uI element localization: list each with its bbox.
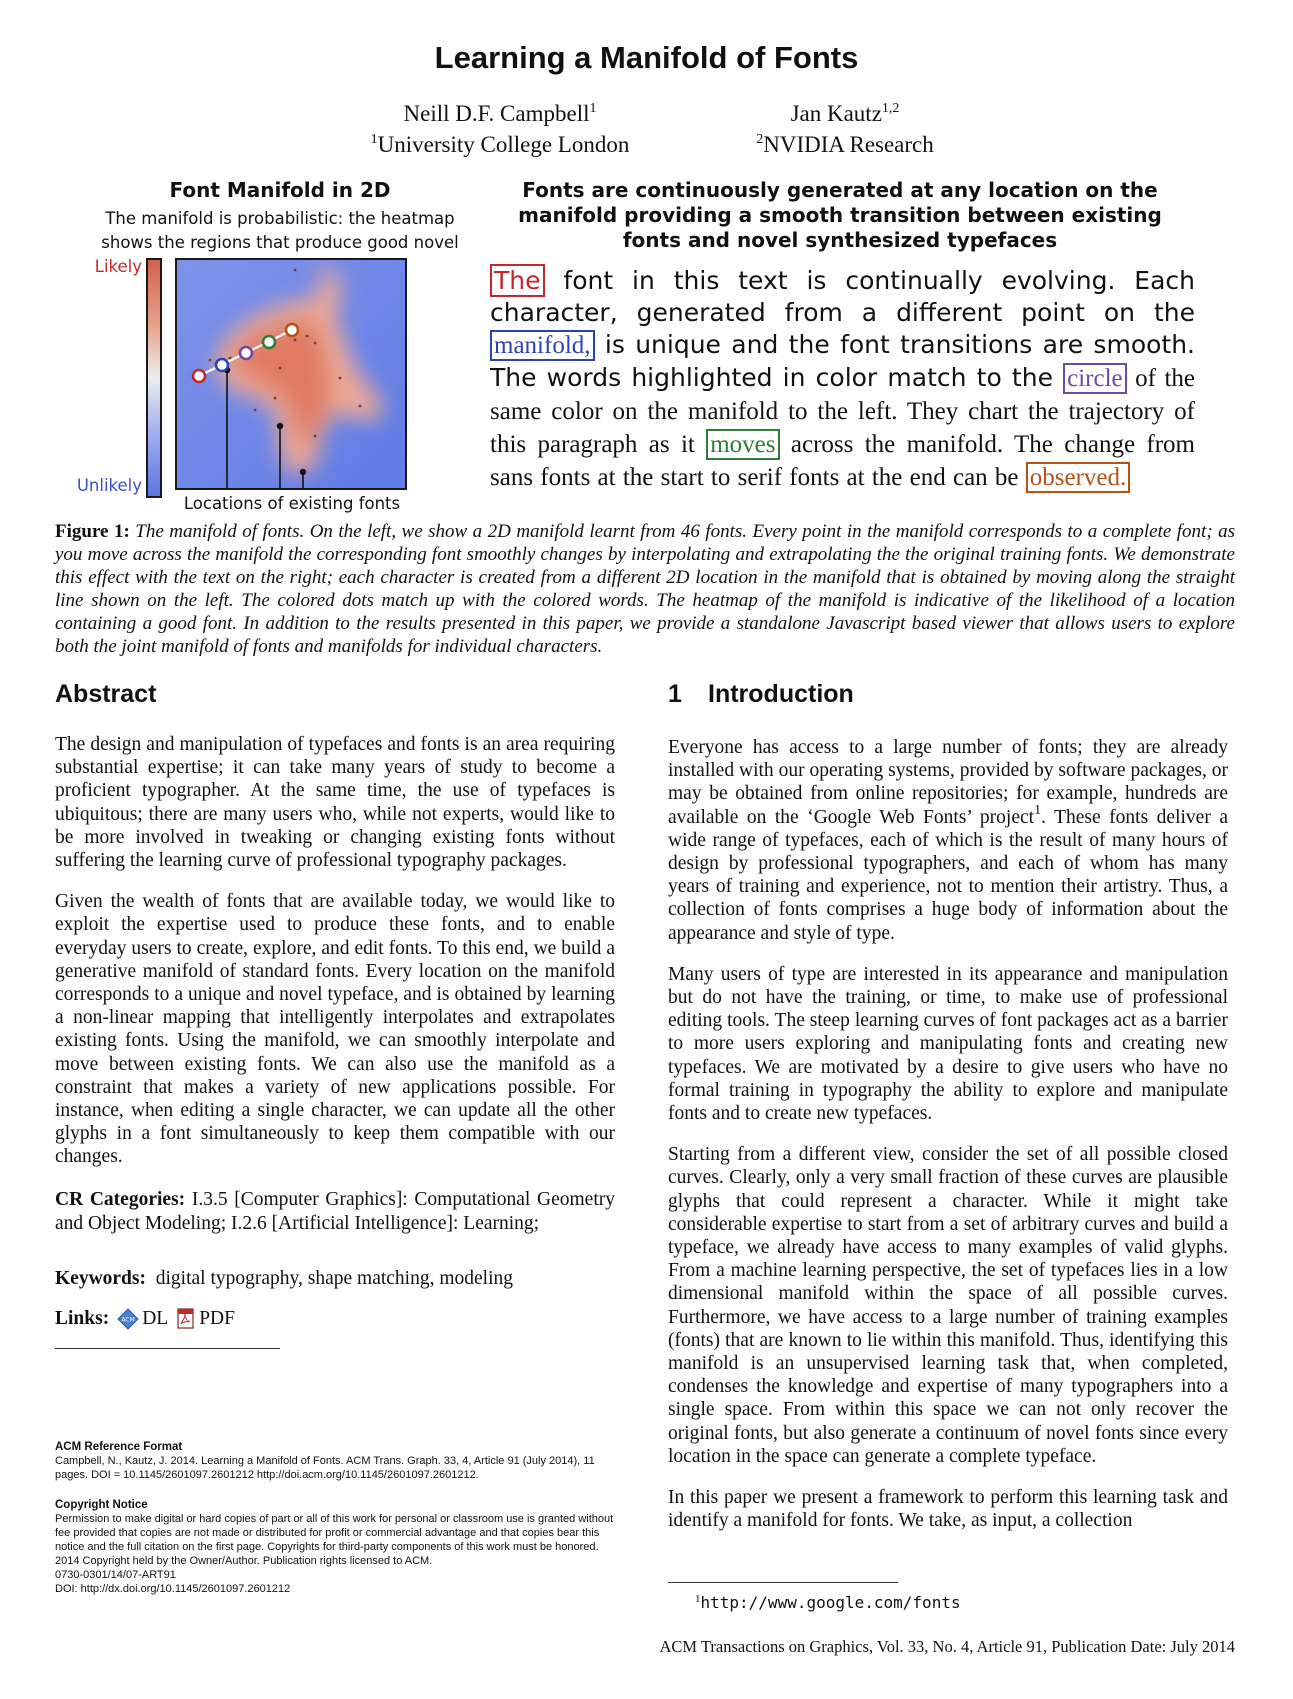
author-name: Jan Kautz — [790, 101, 882, 126]
author-block-kautz — [700, 98, 990, 160]
dl-link[interactable] — [117, 1308, 168, 1330]
left-column-rule — [55, 1348, 280, 1349]
highlight-word-red: The — [490, 264, 545, 297]
highlight-word-purple: circle — [1063, 363, 1127, 394]
cr-text: I.3.5 [Computer Graphics]: Computational Geometry and Object Modeling; I.2.6 [Artificial Intelligence]: Learning; — [55, 1189, 615, 1234]
caption-text: The manifold of fonts. On the left, we show a 2D manifold learnt from 46 fonts. Every point in the manifold corresponds to a complete font; as you move across the manifold the corresponding font smoothly changes by interpolating and extrapolating the the original training fonts. We demonstrate this effect with the text on the right; each character is created from a different 2D location in the manifold that is obtained by moving along the straight line shown on the left. The colored dots match up with the colored words. The heatmap of the manifold is indicative of the likelihood of a location containing a good font. In addition to the results presented in this paper, we provide a standalone Javascript based viewer that allows users to explore both the joint manifold of fonts and manifolds for individual characters. — [55, 521, 1236, 657]
trajectory-circle-red — [193, 370, 205, 382]
dl-link-label: DL — [142, 1308, 169, 1329]
copyright-notice — [55, 1498, 615, 1596]
abstract-body — [55, 733, 615, 1187]
intro-text: Everyone has access to a large number of fonts; they are already installed with our operating systems, provided by software packages, or may be obtained from online repositories; for example, hundreds are available on the ‘Google Web Fonts’ project — [668, 737, 1228, 828]
manifold-heatmap-svg — [175, 258, 407, 490]
links-label: Links: — [55, 1308, 110, 1329]
intro-text: . These fonts deliver a wide range of typefaces, each of which is the result of many hours of design by professional typographers, and each of whom has many years of training and experience, not to mention their artistry. Thus, a collection of fonts comprises a huge body of information about the appearance and style of type. — [668, 806, 1228, 944]
copyright-heading: Copyright Notice — [55, 1499, 148, 1511]
affiliation-sup: 1 — [370, 132, 378, 147]
evolving-font-paragraph — [490, 265, 1195, 494]
paragraph-text: of the same color on the manifold to the left. They chart the trajectory of this paragraph as it — [490, 365, 1195, 458]
acm-ref-text: Campbell, N., Kautz, J. 2014. Learning a Manifold of Fonts. ACM Trans. Graph. 33, 4, Article 91 (July 2014), 11 pages. DOI = 10.1145/2601097.2601212 http://doi.acm.org/10.1145/2601097.2601212. — [55, 1455, 595, 1481]
author-sup: 1,2 — [881, 101, 900, 116]
paragraph-text: is unique and the font transitions are smooth. The words highlighted in color match to the — [490, 330, 1195, 392]
trajectory-circle-purple — [240, 347, 252, 359]
figure-caption — [55, 520, 1235, 658]
page-footer: ACM Transactions on Graphics, Vol. 33, No. 4, Article 91, Publication Date: July 2014 — [659, 1637, 1235, 1656]
keywords-label: Keywords: — [55, 1268, 146, 1289]
font-location-dot — [359, 405, 362, 408]
introduction-body — [668, 736, 1228, 1551]
copyright-line: 0730-0301/14/07-ART91 — [55, 1569, 176, 1581]
figure-right-title: Fonts are continuously generated at any location on the manifold providing a smooth transition between existing fonts and novel synthesized typefaces — [518, 178, 1162, 252]
font-location-dot — [274, 397, 277, 400]
existing-font-dot — [301, 470, 306, 475]
footnote-rule — [668, 1582, 898, 1583]
font-location-dot — [306, 335, 309, 338]
copyright-line: DOI: http://dx.doi.org/10.1145/2601097.2601212 — [55, 1583, 291, 1595]
existing-font-dot — [278, 424, 283, 429]
font-location-dot — [314, 342, 317, 345]
section-number: 1 — [668, 680, 682, 708]
caption-label: Figure 1: — [55, 521, 130, 542]
font-location-dot — [209, 359, 212, 362]
author-name: Neill D.F. Campbell — [403, 101, 590, 126]
intro-paragraph: In this paper we present a framework to perform this learning task and identify a manifold for fonts. We take, as input, a collection — [668, 1487, 1228, 1532]
cr-label: CR Categories: — [55, 1189, 186, 1210]
abstract-paragraph: The design and manipulation of typefaces and fonts is an area requiring substantial expertise; it can take many years of study to become a proficient typographer. At the same time, the use of typefaces is ubiquitous; there are many users who, while not experts, would like to be more involved in tweaking or changing existing fonts without suffering the learning curve of professional typography packages. — [55, 734, 615, 872]
intro-paragraph: Starting from a different view, consider the set of all possible closed curves. Clearly, only a very small fraction of these curves are plausible glyphs that could represent a character. While it might take considerable expertise to start from a set of arbitrary curves and build a typeface, we already have access to many examples of valid glyphs. From a machine learning perspective, the set of typefaces lies in a low dimensional manifold within the space of all possible curves. Furthermore, we have access to a large number of training examples (fonts) that are known to lie within this manifold. Thus, identifying this manifold is an unsupervised learning task that, when completed, condenses the knowledge and expertise of many typographers into a single space. From within this space we can not only recover the original fonts, but also generate a continuum of novel fonts since every location in the space can generate a complete typeface. — [668, 1144, 1228, 1467]
abstract-paragraph: Given the wealth of fonts that are available today, we would like to exploit the expertise used to produce these fonts, and to enable everyday users to create, explore, and edit fonts. To this end, we build a generative manifold of standard fonts. Every location on the manifold corresponds to a unique and novel typeface, and is obtained by learning a non-linear mapping that intelligently interpolates and extrapolates existing fonts. Using the manifold, we can smoothly interpolate and move between existing fonts. We can also use the manifold as a constraint that makes a variety of new applications possible. For instance, when editing a single character, we can update all the other glyphs in a font simultaneously to keep them compatible with our changes. — [55, 891, 615, 1168]
legend-unlikely-label: Unlikely — [76, 476, 142, 495]
highlight-word-blue: manifold, — [490, 330, 595, 361]
links — [55, 1308, 615, 1330]
dl-icon — [117, 1308, 139, 1330]
locations-label: Locations of existing fonts — [183, 494, 401, 513]
footnote-url[interactable]: http://www.google.com/fonts — [700, 1593, 961, 1612]
copyright-line: 2014 Copyright held by the Owner/Author. Publication rights licensed to ACM. — [55, 1555, 433, 1567]
manifold-heatmap — [175, 258, 407, 490]
pdf-link-label: PDF — [199, 1308, 235, 1329]
legend-likely-label: Likely — [94, 257, 142, 276]
footnote — [695, 1593, 961, 1612]
copyright-text: Permission to make digital or hard copies of part or all of this work for personal or classroom use is granted without fee provided that copies are not made or distributed for profit or commercial advantage and that copies bear this notice and the full citation on the first page. Copyrights for third-party components of this work must be honored. — [55, 1513, 614, 1553]
introduction-heading — [668, 680, 854, 709]
font-location-dot — [254, 409, 257, 412]
footnote-number: 1 — [695, 1593, 701, 1605]
font-location-dot — [294, 339, 297, 342]
font-location-dot — [339, 377, 342, 380]
paragraph-text: across the manifold. The change from sans fonts at the start to serif fonts at the end can be — [490, 431, 1196, 491]
pdf-icon — [176, 1308, 196, 1330]
section-title: Introduction — [708, 680, 854, 708]
author-block-campbell — [340, 98, 660, 160]
paragraph-text: font in this text is continually evolving. Each character, generated from a different point on the — [490, 266, 1195, 327]
pdf-link[interactable] — [176, 1308, 235, 1330]
intro-paragraph: Many users of type are interested in its appearance and manipulation but do not have the training, or time, to make use of professional editing tools. The steep learning curves of font packages act as a barrier to more users exploring and manipulating fonts and creating new typefaces. We are motivated by a desire to give users who have no formal training in typography the ability to explore and manipulate fonts and to create new typefaces. — [668, 963, 1228, 1125]
trajectory-circle-orange — [286, 324, 298, 336]
highlight-word-orange: observed. — [1026, 462, 1131, 493]
font-location-dot — [279, 367, 282, 370]
author-affiliation: NVIDIA Research — [763, 132, 934, 157]
abstract-heading: Abstract — [55, 680, 157, 708]
footnote-marker[interactable]: 1 — [1034, 802, 1042, 818]
trajectory-circle-green — [263, 336, 275, 348]
figure-left-description: The manifold is probabilistic: the heatmap shows the regions that produce good novel — [101, 209, 459, 252]
cr-categories — [55, 1188, 615, 1235]
svg-text:ACM: ACM — [121, 1316, 135, 1324]
paper-title: Learning a Manifold of Fonts — [434, 40, 859, 75]
acm-ref-heading: ACM Reference Format — [55, 1441, 183, 1453]
highlight-word-green: moves — [706, 429, 779, 460]
figure-left-title: Font Manifold in 2D — [169, 178, 391, 202]
author-affiliation: University College London — [377, 132, 630, 157]
author-sup: 1 — [589, 101, 597, 116]
intro-paragraph — [668, 736, 1228, 945]
heatmap-colorbar — [146, 258, 162, 498]
font-location-dot — [294, 269, 297, 272]
keywords — [55, 1268, 615, 1290]
acm-reference-format — [55, 1440, 615, 1482]
affiliation-sup: 2 — [756, 132, 764, 147]
trajectory-circle-blue — [216, 359, 228, 371]
keywords-text: digital typography, shape matching, modeling — [155, 1268, 513, 1289]
font-location-dot — [314, 435, 317, 438]
